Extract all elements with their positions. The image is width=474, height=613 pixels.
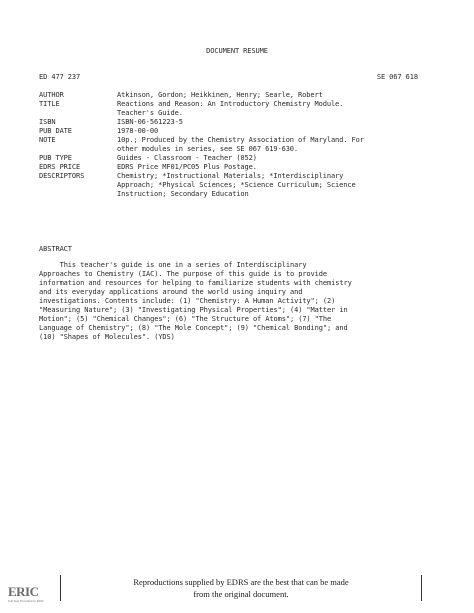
field-isbn bbox=[39, 118, 439, 127]
abstract-body: This teacher's guide is one in a series of Interdisciplinary Approaches to Chemistry (IAC). The purpose of this guide is to provide information and resources for helping to familiarize students with chemistry and its everyday applications around the world using inquiry and investigations. Contents include: (1) "Chemistry: A Human Activity"; (2) "Measuring Nature"; (3) "Investigating Physical Properties"; (4) "Matter in Motion"; (5) "Chemical Changes"; (6) "The Structure of Atoms"; (7) "The Language of Chemistry"; (8) "The Mole Concept"; (9) "Chemical Bonding"; and (10) "Shapes of Molecules". (YDS) bbox=[39, 261, 352, 341]
eric-logo-subtext: Full Text Provided by ERIC bbox=[8, 599, 44, 603]
field-descriptors bbox=[39, 172, 439, 199]
document-title: DOCUMENT RESUME bbox=[206, 47, 268, 55]
field-label: PUB TYPE bbox=[39, 154, 72, 162]
field-value: Chemistry; *Instructional Materials; *Interdisciplinary Approach; *Physical Sciences; *Science Curriculum; Science Instruction; Secondary Education bbox=[117, 172, 356, 198]
field-note bbox=[39, 136, 439, 154]
field-label: TITLE bbox=[39, 100, 60, 108]
reproduction-notice-line2: from the original document. bbox=[193, 589, 289, 599]
field-label: EDRS PRICE bbox=[39, 163, 81, 171]
field-pub-type bbox=[39, 154, 439, 163]
field-author bbox=[39, 91, 439, 100]
reproduction-notice-line1: Reproductions supplied by EDRS are the best that can be made bbox=[133, 577, 349, 587]
eric-logo-text: ERIC bbox=[8, 584, 39, 599]
field-edrs-price bbox=[39, 163, 439, 172]
field-value: 1978-00-00 bbox=[117, 127, 159, 135]
field-value: EDRS Price MF01/PC05 Plus Postage. bbox=[117, 163, 257, 171]
field-label: ISBN bbox=[39, 118, 56, 126]
reproduction-notice bbox=[60, 575, 422, 601]
field-label: NOTE bbox=[39, 136, 56, 144]
field-value: 10p.; Produced by the Chemistry Association of Maryland. For other modules in series, see SE 067 619-630. bbox=[117, 136, 364, 153]
field-label: DESCRIPTORS bbox=[39, 172, 85, 180]
ed-number: ED 477 237 bbox=[39, 73, 81, 81]
abstract-heading: ABSTRACT bbox=[39, 245, 72, 253]
field-value: Guides - Classroom - Teacher (052) bbox=[117, 154, 257, 162]
field-title bbox=[39, 100, 439, 118]
field-value: Reactions and Reason: An Introductory Chemistry Module. Teacher's Guide. bbox=[117, 100, 344, 117]
field-value: Atkinson, Gordon; Heikkinen, Henry; Searle, Robert bbox=[117, 91, 323, 99]
field-label: PUB DATE bbox=[39, 127, 72, 135]
field-pub-date bbox=[39, 127, 439, 136]
eric-logo bbox=[8, 574, 44, 606]
se-number: SE 067 618 bbox=[376, 73, 418, 81]
field-value: ISBN-06-561223-5 bbox=[117, 118, 183, 126]
field-label: AUTHOR bbox=[39, 91, 64, 99]
metadata-fields bbox=[39, 91, 439, 199]
